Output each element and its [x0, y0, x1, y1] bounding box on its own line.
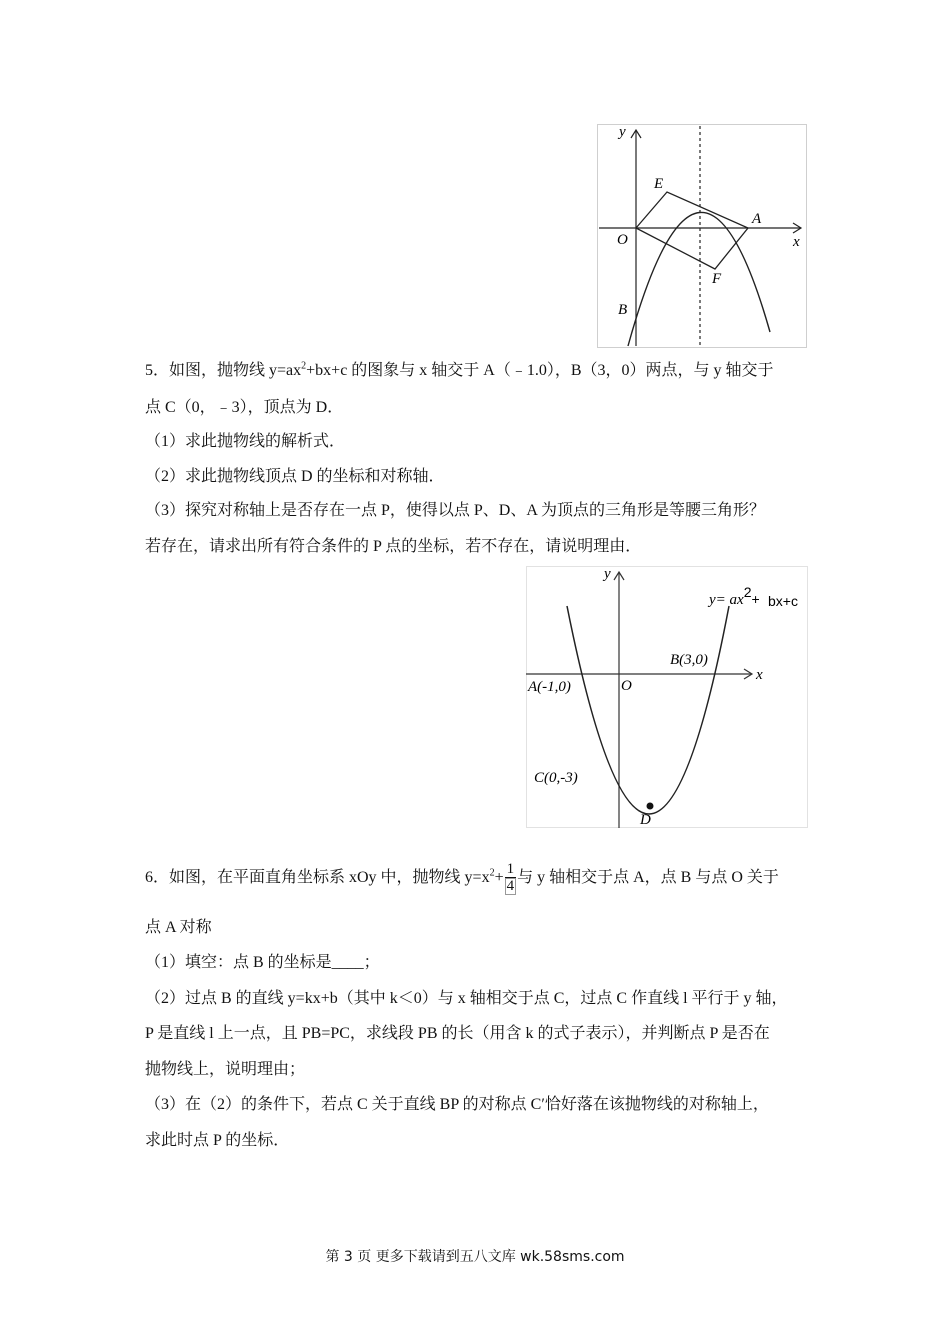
p6-q2c: 抛物线上，说明理由； — [145, 1061, 306, 1078]
label-o: O — [617, 232, 628, 248]
p6-line2: 点 A 对称 — [145, 919, 212, 936]
figure-parabola-rectangle — [597, 124, 807, 348]
p6-q3a: （3）在（2）的条件下，若点 C 关于直线 BP 的对称点 C′恰好落在该抛物线的对称轴上， — [145, 1096, 769, 1113]
label-a: A — [752, 211, 762, 227]
p5-line2: 点 C（0，﹣3），顶点为 D． — [145, 399, 344, 416]
parabola-curve — [628, 212, 770, 346]
label-y: y — [604, 566, 611, 582]
label-x: x — [756, 667, 763, 683]
p5-q3b: 若存在，请求出所有符合条件的 P 点的坐标，若不存在，请说明理由． — [145, 538, 642, 555]
figure-parabola-abcd — [526, 566, 808, 828]
p5-line1: 5．如图，抛物线 $y=ax^2+bx+c$ 的图象与 x 轴交于 A（﹣1.0），B（3，0）两点，与 y 轴交于 — [145, 360, 774, 379]
p6-line1: 6．如图，在平面直角坐标系 xOy 中，抛物线 $y=x^2+$ $\frac{1}{4}$ 与 y 轴相交于点 A，点 B 与点 O 关于 — [145, 860, 779, 894]
p5-q2: （2）求此抛物线顶点 D 的坐标和对称轴． — [145, 468, 445, 485]
label-a: A(-1,0) — [528, 679, 571, 695]
label-b: B — [618, 302, 628, 318]
rectangle-oeaf — [636, 192, 748, 269]
p6-q2a: （2）过点 B 的直线 y=kx+b（其中 k＜0）与 x 轴相交于点 C，过点 C 作直线 l 平行于 y 轴， — [145, 990, 788, 1007]
label-d: D — [640, 812, 651, 828]
equation-label: y= ax2+ — [709, 584, 760, 608]
label-o: O — [621, 678, 632, 694]
p6-q2b: P 是直线 l 上一点，且 PB=PC，求线段 PB 的长（用含 k 的式子表示），并判断点 P 是否在 — [145, 1025, 770, 1042]
label-e: E — [654, 176, 664, 192]
label-b: B(3,0) — [670, 652, 708, 668]
page-footer: 第 3 页 更多下载请到五八文库 wk.58sms.com — [325, 1249, 625, 1265]
label-x: x — [793, 234, 800, 250]
p6-q3b: 求此时点 P 的坐标． — [145, 1132, 290, 1149]
p5-q1: （1）求此抛物线的解析式． — [145, 433, 346, 450]
equation-tail: bx+c — [768, 593, 798, 609]
parabola-curve — [567, 606, 729, 814]
p5-q3: （3）探究对称轴上是否存在一点 P，使得以点 P、D、A 为顶点的三角形是等腰三角形？ — [145, 502, 766, 519]
label-f: F — [712, 271, 722, 287]
vertex-d-dot — [647, 803, 654, 810]
label-c: C(0,-3) — [534, 770, 578, 786]
fraction-one-quarter: $\frac{1}{4}$ — [506, 860, 515, 894]
p6-q1: （1）填空：点 B 的坐标是____； — [145, 954, 380, 971]
label-y: y — [619, 124, 626, 140]
